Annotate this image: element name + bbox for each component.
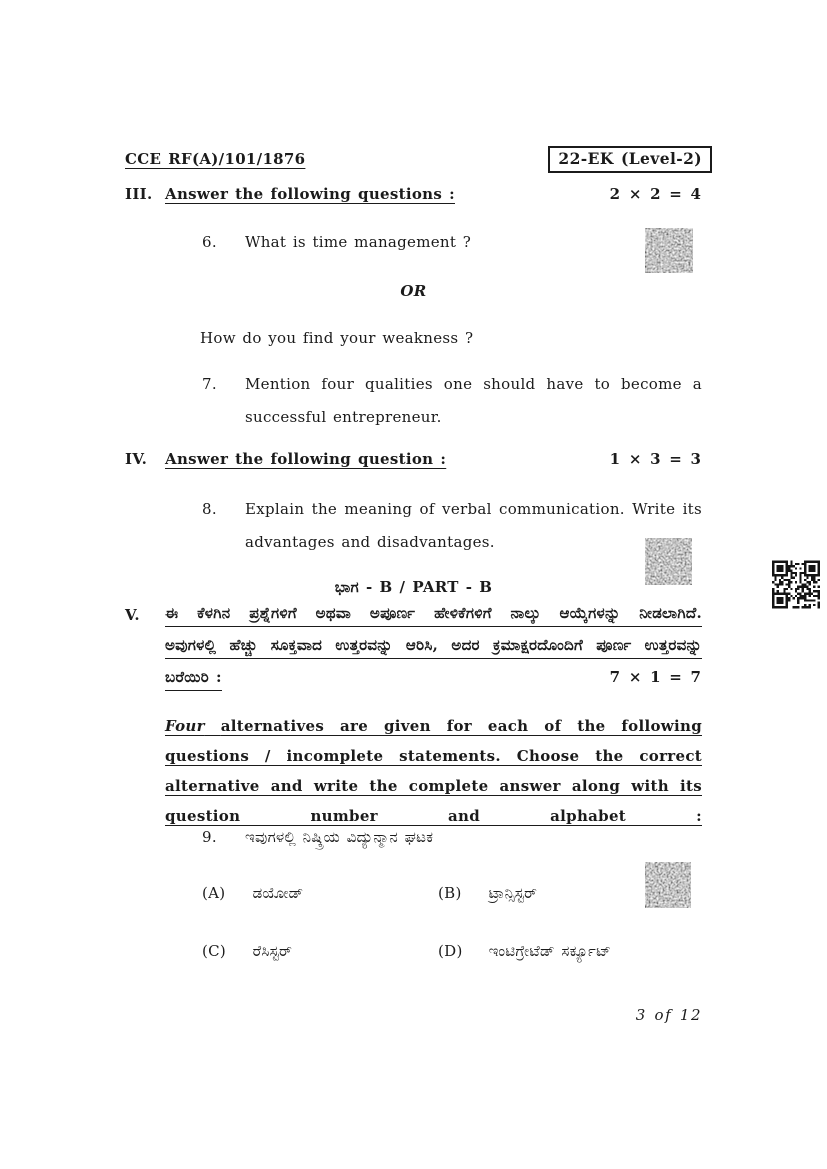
qr-code (772, 558, 820, 611)
scrambled-image (645, 862, 691, 908)
document-code: CCE RF(A)/101/1876 (125, 150, 306, 168)
section-heading: Answer the following question : (165, 450, 447, 468)
english-instruction-lead: Four (165, 717, 205, 735)
section-numeral: III. (125, 185, 153, 203)
section-marks: 1 × 3 = 3 (609, 450, 702, 468)
question-text: What is time management ? (245, 233, 472, 251)
question-text: Explain the meaning of verbal communication. Write its advantages and disadvantages. (245, 500, 702, 551)
question-text: ಇವುಗಳಲ್ಲಿ ನಿಷ್ಕ್ರಿಯ ವಿದ್ಯುನ್ಮಾನ ಘಟಕ (245, 828, 434, 846)
option-d (438, 942, 611, 960)
option-text: ಇಂಟಿಗ್ರೇಟೆಡ್ ಸರ್ಕ್ಯೂಟ್ (488, 942, 612, 960)
question-number: 8. (202, 500, 217, 518)
scrambled-image (645, 228, 693, 273)
option-label: (A) (202, 884, 226, 902)
question-number: 9. (202, 828, 217, 846)
option-a (202, 884, 303, 902)
kannada-instruction-line: ಅವುಗಳಲ್ಲಿ ಹೆಚ್ಚು ಸೂಕ್ತವಾದ ಉತ್ತರವನ್ನು ಆರಿಸಿ, ಅದರ ಕ್ರಮಾಕ್ಷರದೊಂದಿಗೆ ಪೂರ್ಣ ಉತ್ತರವನ್ನು (165, 636, 702, 659)
english-instruction (165, 711, 702, 831)
kannada-instruction-line: ಬರೆಯಿರಿ : (165, 668, 222, 691)
section-marks: 7 × 1 = 7 (609, 668, 702, 686)
option-text: ರೆಸಿಸ್ಟರ್ (252, 942, 293, 960)
page-number: 3 of 12 (635, 1006, 702, 1024)
question-number: 7. (202, 375, 217, 393)
kannada-instruction-line: ಈ ಕೆಳಗಿನ ಪ್ರಶ್ನೆಗಳಿಗೆ ಅಥವಾ ಅಪೂರ್ಣ ಹೇಳಿಕೆಗಳಿಗೆ ನಾಲ್ಕು ಆಯ್ಕೆಗಳನ್ನು ನೀಡಲಾಗಿದೆ. (165, 604, 702, 627)
option-c (202, 942, 292, 960)
option-text: ಡಯೋಡ್ (252, 884, 304, 902)
english-instruction-rest: alternatives are given for each of the following questions / incomplete statements. Choose the correct alternative and write the complete answer along with its question number and alphabet : (165, 717, 702, 825)
option-label: (C) (202, 942, 227, 960)
section-marks: 2 × 2 = 4 (609, 185, 702, 203)
section-numeral: IV. (125, 450, 148, 468)
option-label: (B) (438, 884, 462, 902)
kannada-instruction-row (165, 668, 702, 691)
section-4-heading-row (125, 450, 702, 468)
question-text: Mention four qualities one should have to become a successful entrepreneur. (245, 375, 702, 426)
option-b (438, 884, 537, 902)
question-number: 6. (202, 233, 217, 251)
section-numeral: V. (125, 606, 140, 624)
option-text: ಟ್ರಾನ್ಸಿಸ್ಟರ್ (488, 884, 538, 902)
alternative-question-text: How do you find your weakness ? (200, 329, 474, 347)
section-3-heading-row (125, 185, 702, 203)
part-b-title: ಭಾಗ - B / PART - B (334, 578, 493, 596)
section-heading: Answer the following questions : (165, 185, 455, 203)
option-label: (D) (438, 942, 463, 960)
level-badge: 22-EK (Level-2) (548, 146, 712, 173)
or-separator: OR (400, 282, 427, 300)
